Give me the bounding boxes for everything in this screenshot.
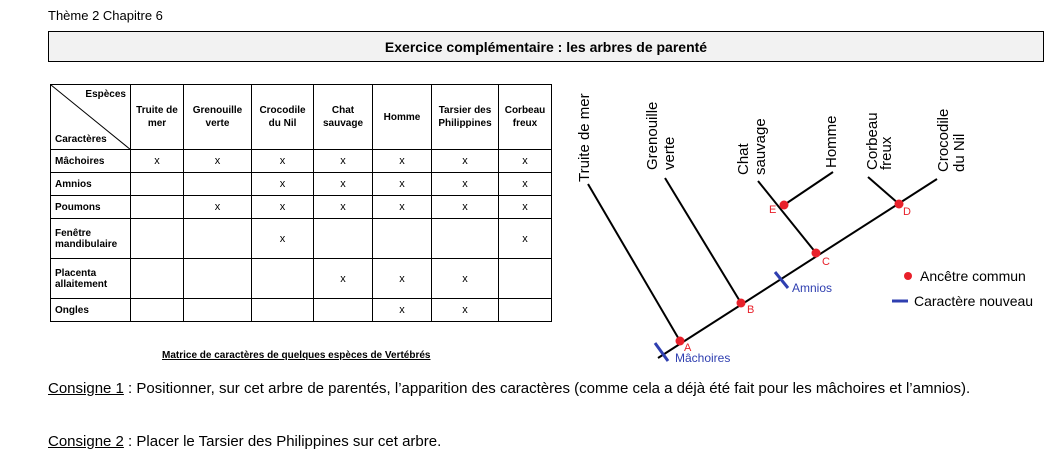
node-e — [780, 201, 789, 210]
matrix-cell: x — [373, 299, 432, 322]
column-header — [314, 85, 373, 150]
column-header — [131, 85, 184, 150]
matrix-cell — [184, 259, 252, 299]
matrix-cell — [314, 219, 373, 259]
matrix-caption: Matrice de caractères de quelques espèces de Vertébrés — [162, 350, 431, 361]
row-label: Mâchoires — [51, 150, 131, 173]
corner-characters-label: Caractères — [55, 134, 107, 145]
legend-ancestor-dot — [904, 272, 912, 280]
chapter-label: Thème 2 Chapitre 6 — [48, 8, 163, 23]
matrix-row — [51, 219, 552, 259]
character-matrix — [50, 84, 552, 322]
row-label: Poumons — [51, 196, 131, 219]
consigne-text: Positionner, sur cet arbre de parentés, l’apparition des caractères (comme cela a déjà été fait pour les mâchoires et l’amnios). — [136, 380, 971, 397]
matrix-cell: x — [373, 259, 432, 299]
phylogenetic-tree — [560, 66, 1050, 366]
species-label: Chat — [735, 143, 752, 175]
character-tick-amnios — [775, 272, 788, 288]
matrix-cell: x — [184, 196, 252, 219]
matrix-cell: x — [499, 219, 552, 259]
matrix-cell — [499, 259, 552, 299]
matrix-cell: x — [314, 259, 373, 299]
matrix-cell — [432, 219, 499, 259]
matrix-row — [51, 299, 552, 322]
species-label: du Nil — [951, 133, 968, 172]
node-label: E — [769, 204, 777, 216]
matrix-cell: x — [499, 196, 552, 219]
matrix-cell — [373, 219, 432, 259]
consigne-2 — [48, 431, 1038, 452]
branch-grenouille — [665, 178, 741, 303]
node-label: B — [747, 304, 755, 316]
matrix-cell: x — [432, 196, 499, 219]
matrix-cell: x — [252, 150, 314, 173]
matrix-header-row — [51, 85, 552, 150]
species-label: Grenouille — [644, 101, 661, 170]
column-header-text: Chat sauvage — [322, 105, 364, 129]
matrix-cell: x — [499, 150, 552, 173]
character-marks — [655, 272, 832, 365]
column-header — [184, 85, 252, 150]
matrix-cell: x — [314, 173, 373, 196]
legend — [892, 268, 1033, 309]
matrix-cell: x — [432, 173, 499, 196]
exercise-title-text: Exercice complémentaire : les arbres de parenté — [384, 38, 708, 55]
column-header-text: Corbeau freux — [504, 105, 546, 129]
species-label: verte — [661, 136, 678, 170]
matrix-cell: x — [252, 173, 314, 196]
matrix-cell: x — [373, 173, 432, 196]
matrix-row — [51, 259, 552, 299]
column-header-text: Homme — [383, 111, 421, 123]
species-label: Crocodile — [935, 108, 952, 172]
matrix-cell — [131, 196, 184, 219]
column-header — [499, 85, 552, 150]
branch-chat — [758, 181, 816, 253]
matrix-cell — [252, 259, 314, 299]
matrix-cell: x — [432, 299, 499, 322]
branch-truite — [588, 184, 680, 341]
column-header-text: Truite de mer — [136, 105, 178, 129]
species-label: Corbeau — [864, 112, 881, 170]
matrix-cell — [131, 219, 184, 259]
matrix-cell — [252, 299, 314, 322]
matrix-cell: x — [432, 259, 499, 299]
exercise-title — [48, 31, 1044, 62]
node-c — [812, 249, 821, 258]
matrix-row — [51, 150, 552, 173]
matrix-cell: x — [252, 196, 314, 219]
character-label-machoires: Mâchoires — [675, 351, 731, 365]
matrix-cell: x — [314, 150, 373, 173]
column-header — [252, 85, 314, 150]
column-header — [432, 85, 499, 150]
character-label-amnios: Amnios — [792, 281, 833, 295]
branch-corbeau — [868, 177, 899, 204]
species-label: freux — [878, 136, 895, 170]
row-label: Placenta allaitement — [51, 259, 131, 299]
matrix-row — [51, 173, 552, 196]
matrix-cell: x — [373, 196, 432, 219]
node-label: C — [822, 256, 830, 268]
matrix-corner-cell — [51, 85, 131, 150]
matrix-row — [51, 196, 552, 219]
consigne-text: Placer le Tarsier des Philippines sur cet arbre. — [136, 433, 442, 450]
matrix-cell — [131, 173, 184, 196]
row-label: Ongles — [51, 299, 131, 322]
column-header — [373, 85, 432, 150]
matrix-cell — [184, 173, 252, 196]
matrix-cell: x — [373, 150, 432, 173]
column-header-text: Grenouille verte — [192, 105, 243, 129]
consigne-label: Consigne 2 — [48, 433, 124, 450]
matrix-cell — [184, 299, 252, 322]
species-label: sauvage — [752, 118, 769, 175]
consigne-label: Consigne 1 — [48, 380, 124, 397]
matrix-cell: x — [432, 150, 499, 173]
matrix-cell: x — [184, 150, 252, 173]
matrix-cell: x — [252, 219, 314, 259]
node-labels — [684, 204, 911, 354]
matrix-cell: x — [131, 150, 184, 173]
species-label: Homme — [823, 115, 840, 168]
row-label: Amnios — [51, 173, 131, 196]
row-label: Fenêtre mandibulaire — [51, 219, 131, 259]
node-b — [737, 299, 746, 308]
column-header-text: Crocodile du Nil — [259, 105, 306, 129]
node-label: D — [903, 206, 911, 218]
branch-homme — [784, 172, 833, 205]
consigne-separator: : — [123, 380, 137, 397]
consigne-1 — [48, 378, 1038, 399]
tree-branches — [588, 172, 937, 358]
legend-ancestor-label: Ancêtre commun — [920, 268, 1026, 284]
matrix-cell: x — [314, 196, 373, 219]
matrix-cell — [499, 299, 552, 322]
node-label: A — [684, 342, 692, 354]
matrix-cell — [131, 299, 184, 322]
species-labels — [576, 93, 968, 182]
consigne-separator: : — [123, 433, 137, 450]
species-label: Truite de mer — [576, 93, 593, 182]
corner-species-label: Espèces — [85, 89, 126, 100]
matrix-cell — [314, 299, 373, 322]
column-header-text: Tarsier des Philippines — [438, 105, 492, 129]
matrix-cell: x — [499, 173, 552, 196]
legend-character-label: Caractère nouveau — [914, 293, 1034, 309]
matrix-cell — [131, 259, 184, 299]
matrix-cell — [184, 219, 252, 259]
